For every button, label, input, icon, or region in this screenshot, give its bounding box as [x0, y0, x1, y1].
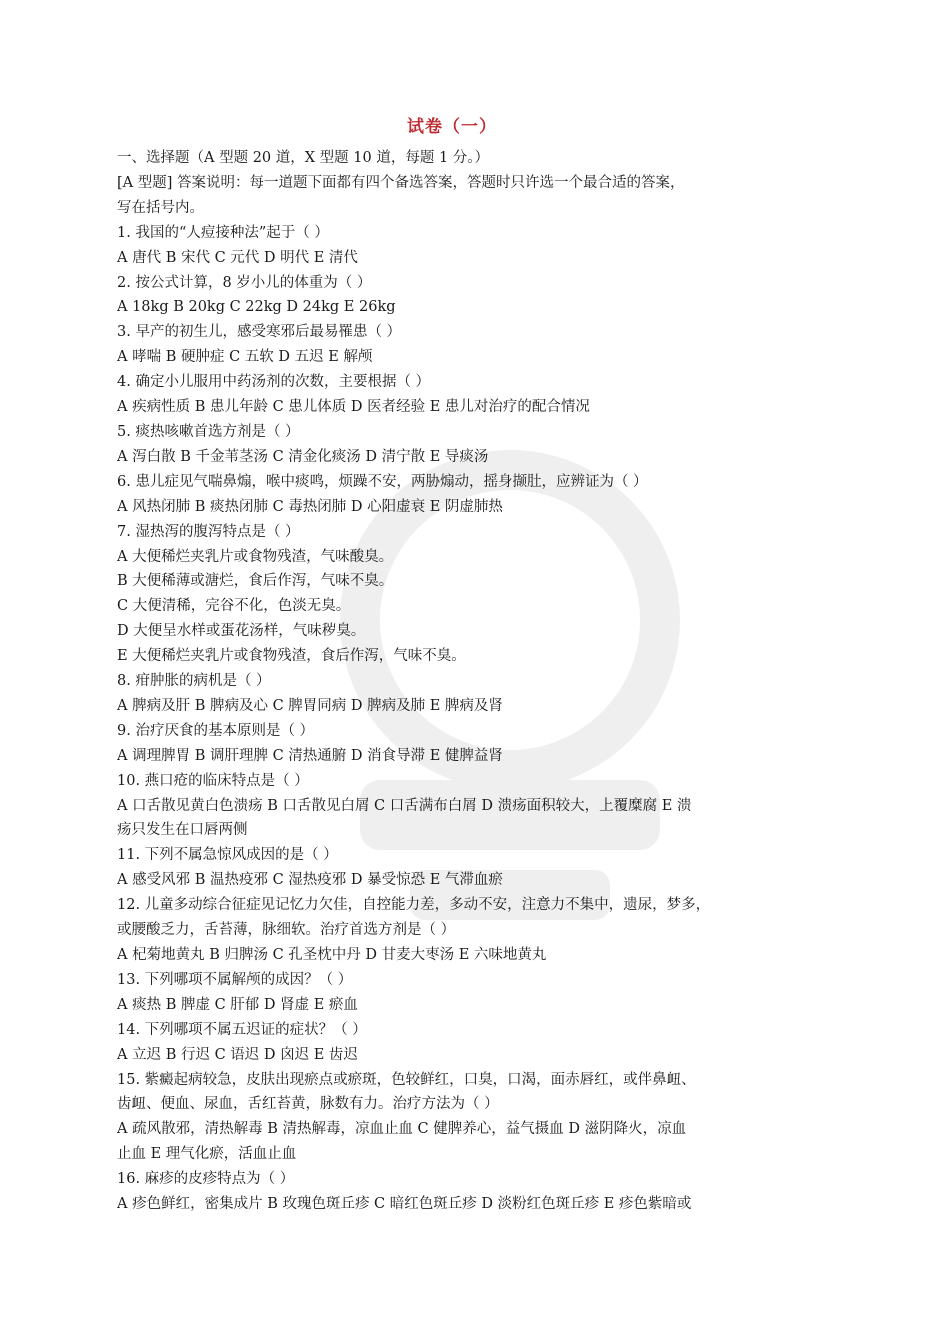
text-line: [A 型题] 答案说明：每一道题下面都有四个备选答案，答题时只许选一个最合适的答案， — [117, 174, 685, 191]
exam-body — [117, 146, 787, 1217]
text-line: 1. 我国的“人痘接种法”起于（ ） — [117, 224, 329, 241]
exam-page — [117, 112, 787, 1217]
text-line: 2. 按公式计算，8 岁小儿的体重为（ ） — [117, 274, 372, 291]
text-line: 写在括号内。 — [117, 199, 204, 216]
text-line: 10. 燕口疮的临床特点是（ ） — [117, 772, 309, 789]
text-line: A 唐代 B 宋代 C 元代 D 明代 E 清代 — [117, 249, 358, 266]
text-line: A 疹色鲜红，密集成片 B 玫瑰色斑丘疹 C 暗红色斑丘疹 D 淡粉红色斑丘疹 E 疹色紫暗或 — [117, 1196, 692, 1213]
text-line: 一、选择题（A 型题 20 道，X 型题 10 道，每题 1 分。） — [117, 150, 490, 166]
text-line: 疡只发生在口唇两侧 — [117, 822, 248, 839]
text-line: A 风热闭肺 B 痰热闭肺 C 毒热闭肺 D 心阳虚衰 E 阴虚肺热 — [117, 498, 503, 515]
text-line: 15. 紫癜起病较急，皮肤出现瘀点或瘀斑，色较鲜红，口臭，口渴，面赤唇红，或伴鼻衄、 — [117, 1071, 696, 1088]
text-line: A 痰热 B 脾虚 C 肝郁 D 肾虚 E 瘀血 — [117, 996, 358, 1013]
text-line: A 感受风邪 B 温热疫邪 C 湿热疫邪 D 暴受惊恐 E 气滞血瘀 — [117, 872, 503, 889]
text-line: A 杞菊地黄丸 B 归脾汤 C 孔圣枕中丹 D 甘麦大枣汤 E 六味地黄丸 — [117, 947, 547, 963]
text-line: A 脾病及肝 B 脾病及心 C 脾胃同病 D 脾病及肺 E 脾病及肾 — [117, 697, 503, 714]
text-line: B 大便稀薄或溏烂，食后作泻，气味不臭。 — [117, 573, 394, 590]
text-line: 3. 早产的初生儿，感受寒邪后最易罹患（ ） — [117, 324, 402, 341]
text-line: A 哮喘 B 硬肿症 C 五软 D 五迟 E 解颅 — [117, 349, 373, 366]
text-line: 14. 下列哪项不属五迟证的症状？（ ） — [117, 1021, 367, 1038]
text-line: A 疾病性质 B 患儿年龄 C 患儿体质 D 医者经验 E 患儿对治疗的配合情况 — [117, 399, 590, 416]
text-line: 5. 痰热咳嗽首选方剂是（ ） — [117, 423, 300, 440]
text-line: 8. 疳肿胀的病机是（ ） — [117, 673, 271, 690]
text-line: 7. 湿热泻的腹泻特点是（ ） — [117, 523, 300, 540]
text-line: 11. 下列不属急惊风成因的是（ ） — [117, 847, 338, 864]
text-line: 或腰酸乏力，舌苔薄，脉细软。治疗首选方剂是（ ） — [117, 922, 456, 939]
text-line: 止血 E 理气化瘀，活血止血 — [117, 1146, 297, 1163]
text-line: 4. 确定小儿服用中药汤剂的次数，主要根据（ ） — [117, 374, 431, 391]
text-line: 12. 儿童多动综合征症见记忆力欠佳，自控能力差，多动不安，注意力不集中，遗尿，梦多， — [117, 897, 711, 914]
text-line: D 大便呈水样或蛋花汤样，气味秽臭。 — [117, 623, 366, 640]
text-line: A 疏风散邪，清热解毒 B 清热解毒，凉血止血 C 健脾养心，益气摄血 D 滋阴降火，凉血 — [117, 1121, 687, 1138]
text-line: A 调理脾胃 B 调肝理脾 C 清热通腑 D 消食导滞 E 健脾益肾 — [117, 747, 503, 764]
text-line: 9. 治疗厌食的基本原则是（ ） — [117, 722, 315, 739]
text-line: 6. 患儿症见气喘鼻煽，喉中痰鸣，烦躁不安，两胁煽动，摇身撷肚，应辨证为（ ） — [117, 473, 648, 490]
text-line: C 大便清稀，完谷不化，色淡无臭。 — [117, 598, 351, 615]
text-line: A 口舌散见黄白色溃疡 B 口舌散见白屑 C 口舌满布白屑 D 溃疡面积较大，上覆糜腐 E 溃 — [117, 797, 692, 814]
text-line: A 泻白散 B 千金苇茎汤 C 清金化痰汤 D 清宁散 E 导痰汤 — [117, 448, 489, 465]
text-line: 13. 下列哪项不属解颅的成因？（ ） — [117, 971, 353, 988]
exam-title: 试卷（一） — [407, 117, 497, 137]
text-line: A 大便稀烂夹乳片或食物残渣，气味酸臭。 — [117, 548, 394, 565]
text-line: A 18kg B 20kg C 22kg D 24kg E 26kg — [117, 299, 396, 316]
text-line: E 大便稀烂夹乳片或食物残渣，食后作泻，气味不臭。 — [117, 648, 466, 665]
text-line: 16. 麻疹的皮疹特点为（ ） — [117, 1171, 295, 1188]
text-line: 齿衄、便血、尿血，舌红苔黄，脉数有力。治疗方法为（ ） — [117, 1096, 499, 1113]
text-line: A 立迟 B 行迟 C 语迟 D 囟迟 E 齿迟 — [117, 1046, 358, 1063]
